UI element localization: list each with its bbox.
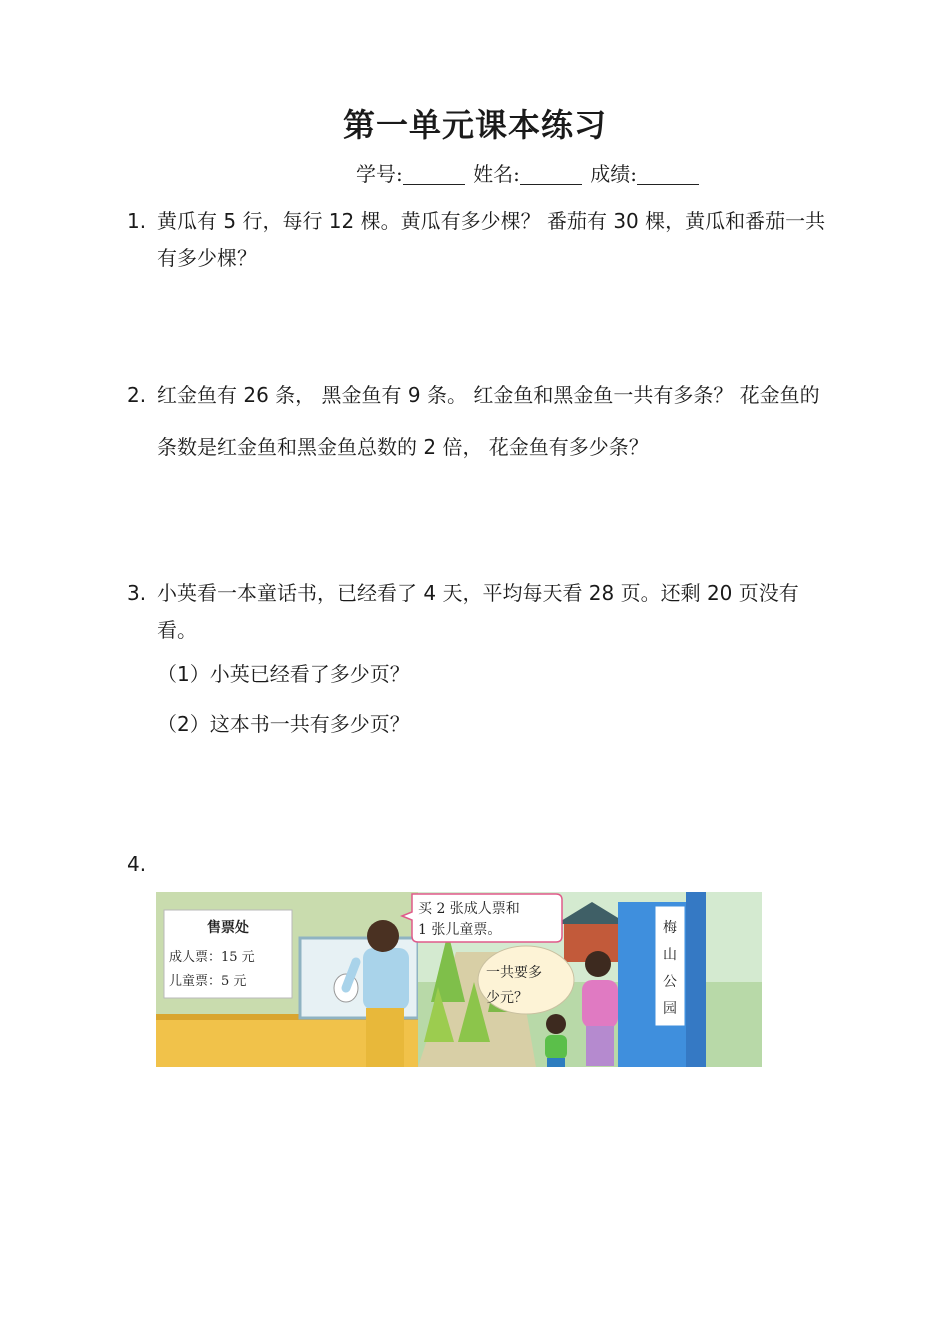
question-text: 小英看一本童话书，已经看了 4 天，平均每天看 28 页。还剩 20 页没有看。 bbox=[157, 581, 799, 642]
speech-bubble-1-line-1: 买 2 张成人票和 bbox=[418, 901, 520, 917]
gate-char-4: 园 bbox=[663, 1001, 677, 1017]
gate-char-3: 公 bbox=[663, 974, 677, 990]
name-blank[interactable] bbox=[520, 162, 582, 185]
speech-bubble-2-line-2: 少元？ bbox=[486, 990, 528, 1006]
sign-line-child: 儿童票：5 元 bbox=[169, 974, 247, 989]
question-4-number: 4. bbox=[127, 852, 147, 876]
ticket-office-illustration bbox=[156, 892, 762, 1067]
gate-char-1: 梅 bbox=[663, 920, 677, 936]
question-2 bbox=[127, 369, 827, 473]
student-info-fields bbox=[356, 158, 701, 187]
question-text: 红金鱼有 26 条， 黑金鱼有 9 条。 红金鱼和黑金鱼一共有多条？ 花金鱼的条数是红金鱼和黑金鱼总数的 2 倍， 花金鱼有多少条？ bbox=[157, 383, 820, 459]
question-number: 1. bbox=[127, 209, 147, 233]
sub-question-2: （2）这本书一共有多少页？ bbox=[157, 712, 410, 736]
score-blank[interactable] bbox=[637, 162, 699, 185]
sign-line-adult: 成人票：15 元 bbox=[169, 950, 255, 965]
speech-bubble-1-line-2: 1 张儿童票。 bbox=[418, 922, 502, 938]
question-number: 2. bbox=[127, 383, 147, 407]
sub-question-1: （1）小英已经看了多少页？ bbox=[157, 662, 410, 686]
question-3 bbox=[127, 575, 827, 749]
name-label: 姓名: bbox=[473, 162, 520, 186]
question-text: 黄瓜有 5 行，每行 12 棵。黄瓜有多少棵？ 番茄有 30 棵，黄瓜和番茄一共有多少棵？ bbox=[157, 209, 826, 270]
question-number: 3. bbox=[127, 581, 147, 605]
gate-char-2: 山 bbox=[663, 947, 677, 963]
sign-title: 售票处 bbox=[207, 920, 249, 936]
score-label: 成绩: bbox=[590, 162, 637, 186]
question-1 bbox=[127, 203, 827, 277]
student-id-label: 学号: bbox=[356, 162, 403, 186]
speech-bubble-2-line-1: 一共要多 bbox=[486, 965, 542, 981]
student-id-blank[interactable] bbox=[403, 162, 465, 185]
page-title: 第一单元课本练习 bbox=[342, 106, 607, 144]
